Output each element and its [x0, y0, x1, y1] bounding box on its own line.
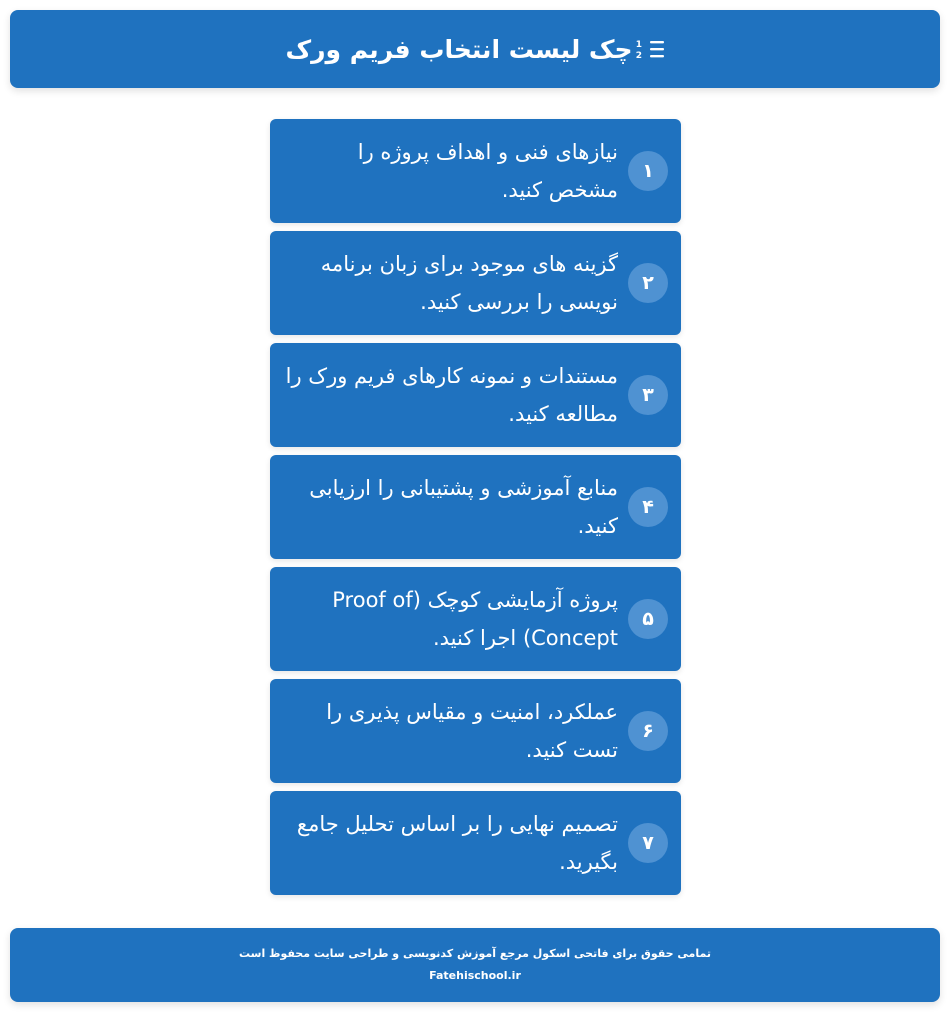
- checklist-item-1: [270, 119, 681, 223]
- page-footer: [10, 928, 940, 1002]
- copyright-text: تمامی حقوق برای فاتحی اسکول مرجع آموزش کدنویسی و طراحی سایت محفوظ است: [239, 947, 711, 960]
- checklist-item-3: [270, 343, 681, 447]
- step-number-badge: ۴: [628, 487, 668, 527]
- list-ol-icon: [635, 37, 665, 61]
- step-text: عملکرد، امنیت و مقیاس پذیری را تست کنید.: [326, 700, 618, 762]
- svg-text:1: 1: [635, 40, 642, 50]
- step-number-badge: ۵: [628, 599, 668, 639]
- checklist: [270, 119, 681, 895]
- checklist-item-4: [270, 455, 681, 559]
- step-text: نیازهای فنی و اهداف پروژه را مشخص کنید.: [357, 140, 618, 202]
- step-text: پروژه آزمایشی کوچک (Proof of Concept) اجرا کنید.: [332, 588, 618, 650]
- step-number-badge: ۶: [628, 711, 668, 751]
- site-link[interactable]: Fatehischool.ir: [429, 969, 521, 982]
- checklist-item-7: [270, 791, 681, 895]
- header-content: [285, 34, 664, 64]
- checklist-item-2: [270, 231, 681, 335]
- page-title: چک لیست انتخاب فریم ورک: [285, 34, 633, 64]
- step-text: گزینه های موجود برای زبان برنامه نویسی را بررسی کنید.: [320, 252, 618, 314]
- checklist-item-5: [270, 567, 681, 671]
- step-number-badge: ۱: [628, 151, 668, 191]
- step-text: تصمیم نهایی را بر اساس تحلیل جامع بگیرید.: [296, 812, 618, 874]
- step-text: منابع آموزشی و پشتیبانی را ارزیابی کنید.: [309, 476, 618, 538]
- step-number-badge: ۲: [628, 263, 668, 303]
- step-text: مستندات و نمونه کارهای فریم ورک را مطالعه کنید.: [285, 364, 618, 426]
- checklist-item-6: [270, 679, 681, 783]
- svg-text:2: 2: [635, 51, 642, 61]
- step-number-badge: ۳: [628, 375, 668, 415]
- step-number-badge: ۷: [628, 823, 668, 863]
- page-header: [10, 10, 940, 88]
